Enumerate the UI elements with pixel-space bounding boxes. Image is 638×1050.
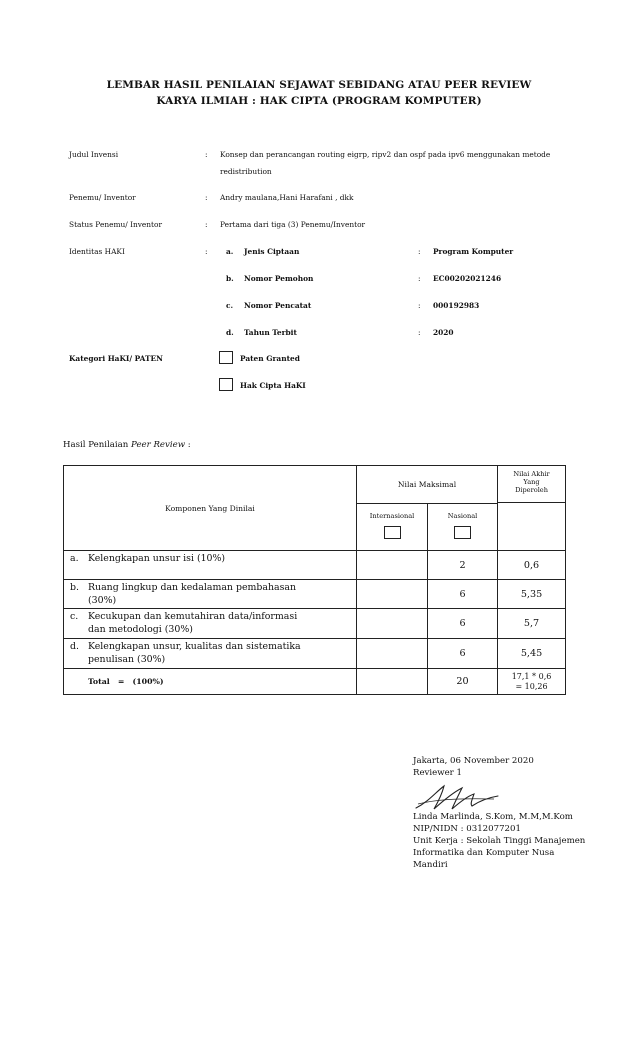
haki-item-colon: :: [418, 301, 421, 310]
haki-colon: :: [205, 247, 208, 256]
intl-checkbox[interactable]: [384, 526, 401, 539]
haki-item-label: Nomor Pencatat: [244, 301, 312, 310]
status-label: Status Penemu/ Inventor: [69, 220, 163, 229]
reviewer-unit-line-3: Mandiri: [413, 860, 448, 870]
row-nas-value: 6: [428, 609, 498, 639]
row-index: d.: [70, 641, 79, 652]
reviewer-nip: NIP/NIDN : 0312077201: [413, 824, 521, 834]
judul-label: Judul Invensi: [69, 150, 119, 159]
row-index: b.: [70, 582, 79, 593]
haki-item-value: Program Komputer: [433, 247, 514, 256]
hak-cipta-checkbox[interactable]: [219, 378, 233, 391]
total-label: Total = (100%): [64, 669, 357, 695]
row-text-cont: (30%): [88, 595, 117, 606]
reviewer-name: Linda Marlinda, S.Kom, M.M,M.Kom: [413, 812, 573, 822]
judul-value: Konsep dan perancangan routing eigrp, ripv2 dan ospf pada ipv6 menggunakan metode: [220, 150, 551, 159]
header-intl-label: Internasional: [369, 512, 415, 520]
table-row: [64, 580, 566, 609]
penemu-value: Andry maulana,Hani Harafani , dkk: [220, 193, 354, 202]
row-text: Kecukupan dan kemutahiran data/informasi: [88, 611, 298, 622]
paten-granted-checkbox[interactable]: [219, 351, 233, 364]
penemu-colon: :: [205, 193, 208, 202]
haki-item-colon: :: [418, 274, 421, 283]
row-label: [64, 580, 357, 609]
row-intl-value: [357, 609, 428, 639]
row-index: a.: [70, 553, 79, 564]
signature-scribble: [414, 782, 500, 812]
row-nas-value: 6: [428, 580, 498, 609]
total-row: [64, 669, 566, 695]
total-final-value: [498, 669, 566, 695]
haki-item-colon: :: [418, 328, 421, 337]
haki-item-value: 2020: [433, 328, 454, 337]
results-heading-suffix: :: [185, 440, 191, 450]
kategori-label: Kategori HaKI/ PATEN: [69, 354, 163, 363]
row-intl-value: [357, 580, 428, 609]
haki-item-letter: b.: [226, 274, 234, 283]
hak-cipta-label: Hak Cipta HaKI: [240, 381, 306, 390]
row-index: c.: [70, 611, 79, 622]
signature-stroke: [416, 786, 498, 809]
row-intl-value: [357, 551, 428, 580]
header-final-line-1: Nilai Akhir: [513, 470, 550, 478]
row-text: Kelengkapan unsur, kualitas dan sistematika: [88, 641, 301, 652]
row-text: Ruang lingkup dan kedalaman pembahasan: [88, 582, 297, 593]
row-nas-value: 6: [428, 639, 498, 669]
row-text-cont: penulisan (30%): [88, 654, 166, 665]
reviewer-unit-line-1: Unit Kerja : Sekolah Tinggi Manajemen: [413, 836, 586, 846]
table-row: [64, 551, 566, 580]
row-intl-value: [357, 639, 428, 669]
header-final: [498, 466, 566, 551]
score-table: [63, 465, 566, 695]
haki-item-label: Jenis Ciptaan: [244, 247, 300, 256]
row-label: [64, 639, 357, 669]
haki-item-label: Nomor Pemohon: [244, 274, 314, 283]
header-nas: [428, 504, 498, 551]
reviewer-unit-line-2: Informatika dan Komputer Nusa: [413, 848, 555, 858]
haki-item-value: 000192983: [433, 301, 480, 310]
judul-colon: :: [205, 150, 208, 159]
status-value: Pertama dari tiga (3) Penemu/Inventor: [220, 220, 366, 229]
row-label: [64, 609, 357, 639]
results-heading: [63, 440, 191, 450]
reviewer-label: Reviewer 1: [413, 768, 462, 778]
total-final-line-1: 17,1 * 0,6: [511, 671, 552, 681]
paten-granted-label: Paten Granted: [240, 354, 300, 363]
row-final-value: 5,7: [498, 609, 566, 639]
row-final-value: 5,45: [498, 639, 566, 669]
header-final-line-3: Diperoleh: [515, 486, 548, 494]
header-max: Nilai Maksimal: [357, 466, 498, 504]
haki-item-letter: d.: [226, 328, 234, 337]
haki-item-letter: c.: [226, 301, 234, 310]
row-label: [64, 551, 357, 580]
table-row: [64, 639, 566, 669]
document-title-line-2: KARYA ILMIAH : HAK CIPTA (PROGRAM KOMPUTER): [156, 95, 482, 107]
haki-item-letter: a.: [226, 247, 234, 256]
penemu-label: Penemu/ Inventor: [69, 193, 136, 202]
total-final-line-2: = 10,26: [515, 681, 548, 691]
header-final-line-2: Yang: [523, 478, 540, 486]
haki-item-value: EC00202021246: [433, 274, 502, 283]
haki-label: Identitas HAKI: [69, 247, 125, 256]
row-final-value: 0,6: [498, 551, 566, 580]
header-intl: [357, 504, 428, 551]
results-heading-italic: Peer Review: [131, 440, 186, 450]
row-text: Kelengkapan unsur isi (10%): [88, 553, 226, 564]
place-date: Jakarta, 06 November 2020: [413, 756, 534, 766]
status-colon: :: [205, 220, 208, 229]
judul-value-cont: redistribution: [220, 167, 272, 176]
row-text-cont: dan metodologi (30%): [88, 624, 193, 635]
results-heading-prefix: Hasil Penilaian: [63, 440, 132, 450]
total-intl-value: [357, 669, 428, 695]
row-nas-value: 2: [428, 551, 498, 580]
nas-checkbox[interactable]: [454, 526, 471, 539]
row-final-value: 5,35: [498, 580, 566, 609]
header-final-divider: [498, 502, 565, 503]
haki-item-colon: :: [418, 247, 421, 256]
total-nas-value: 20: [428, 669, 498, 695]
header-component: Komponen Yang Dinilai: [64, 466, 357, 551]
haki-item-label: Tahun Terbit: [244, 328, 297, 337]
document-title-line-1: LEMBAR HASIL PENILAIAN SEJAWAT SEBIDANG ATAU PEER REVIEW: [106, 79, 532, 91]
table-row: [64, 609, 566, 639]
header-nas-label: Nasional: [447, 512, 478, 520]
